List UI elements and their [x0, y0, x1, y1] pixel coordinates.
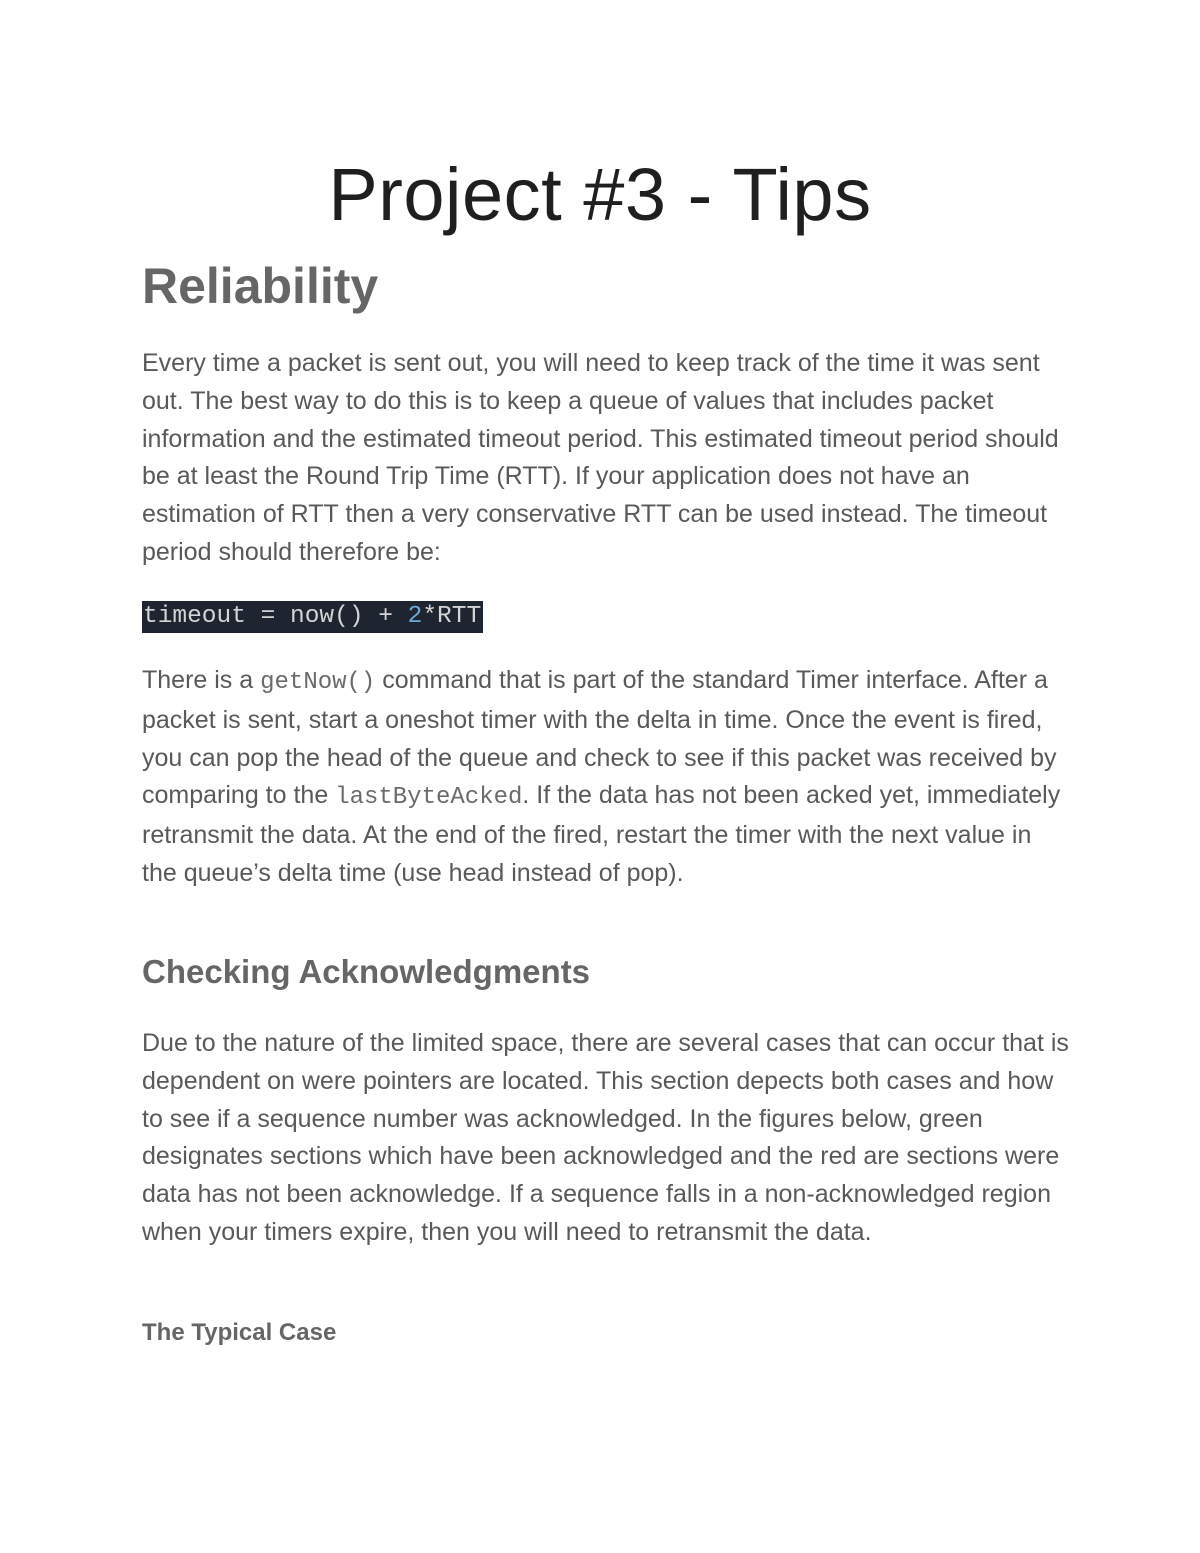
reliability-heading: Reliability — [142, 258, 379, 314]
checking-acknowledgments-heading: Checking Acknowledgments — [142, 953, 591, 990]
code-text-after: *RTT — [422, 603, 482, 630]
timer-paragraph — [142, 662, 1072, 893]
code-number: 2 — [407, 603, 423, 630]
typical-case-heading: The Typical Case — [142, 1319, 337, 1346]
timer-text-part3: . If the data has not been acked yet, immediately retransmit the data. At the end of the fired, restart the timer with the next value in the queue’s delta time (use head instead of pop). — [142, 781, 1061, 887]
timeout-code-snippet — [142, 601, 483, 633]
reliability-paragraph: Every time a packet is sent out, you will need to keep track of the time it was sent out. The best way to do this is to keep a queue of values that includes packet information and the estimated timeout period. This estimated timeout period should be at least the Round Trip Time (RTT). If your application does not have an estimation of RTT then a very conservative RTT can be used instead. The timeout period should therefore be: — [142, 349, 1059, 566]
getnow-inline-code: getNow() — [260, 669, 376, 696]
checking-paragraph: Due to the nature of the limited space, there are several cases that can occur that is dependent on were pointers are located. This section depects both cases and how to see if a sequence number was acknowledged. In the figures below, green designates sections which have been acknowledged and the red are sections were data has not been acknowledge. If a sequence falls in a non-acknowledged region when your timers expire, then you will need to retransmit the data. — [142, 1029, 1069, 1246]
page-title: Project #3 - Tips — [328, 153, 872, 236]
timer-text-part2: command that is part of the standard Timer interface. After a packet is sent, start a oneshot timer with the delta in time. Once the event is fired, you can pop the head of the queue and check to see if this packet was received by comparing to the — [142, 666, 1057, 810]
lastbyteacked-inline-code: lastByteAcked — [335, 784, 523, 812]
timer-text-part1: There is a — [142, 666, 261, 694]
code-text-before: timeout = now() + — [143, 603, 408, 630]
